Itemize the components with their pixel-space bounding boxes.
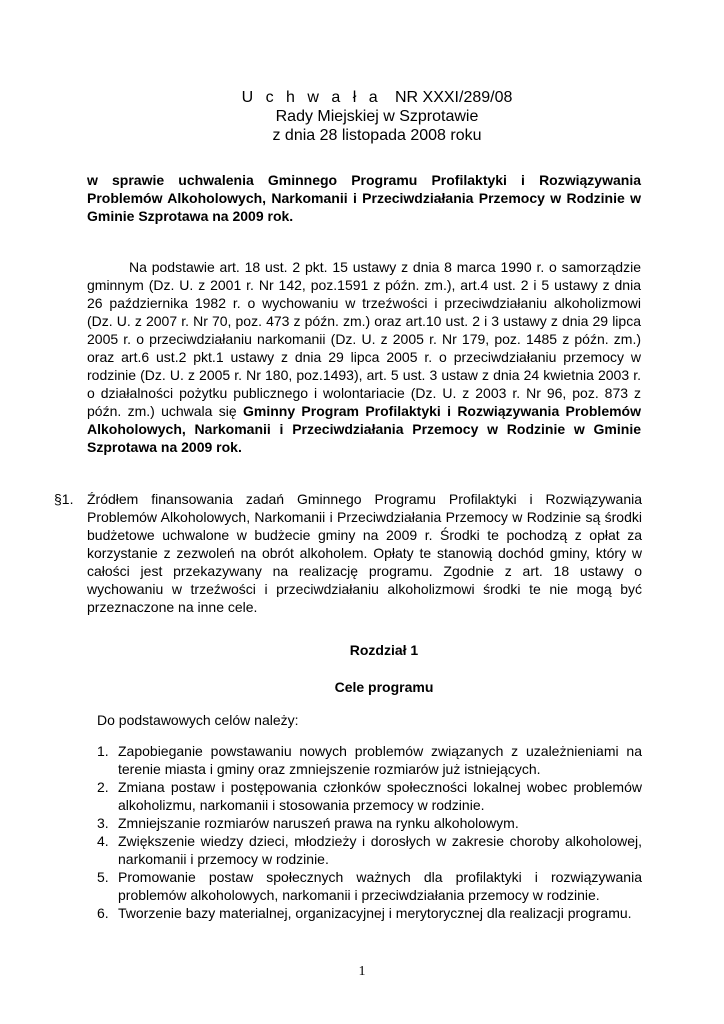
council-name: Rady Miejskiej w Szprotawie [275,108,479,125]
item-number: 5. [97,869,109,885]
legal-basis-paragraph [87,258,641,456]
resolution-date: z dnia 28 listopada 2008 roku [272,127,482,144]
list-item [97,814,642,832]
legal-basis-text: Na podstawie art. 18 ust. 2 pkt. 15 ustawy z dnia 8 marca 1990 r. o samorządzie gminnym (Dz. U. z 2001 r. Nr 142, poz.1591 z późn. zm.), art.4 ust. 2 i 5 ustawy z dnia 26 października 1982 r. o wychowaniu w trzeźwości i przeciwdziałaniu alkoholizmowi (Dz. U. z 2007 r. Nr 70, poz. 473 z późn. zm.) oraz art.10 ust. 2 i 3 ustawy z dnia 29 lipca 2005 r. o przeciwdziałaniu narkomanii (Dz. U. z 2005 r. Nr 179, poz. 1485 z późn. zm.) oraz art.6 ust.2 pkt.1 ustawy z dnia 29 lipca 2005 r. o przeciwdziałaniu przemocy w rodzinie (Dz. U. z 2005 r. Nr 180, poz.1493), art. 5 ust. 3 ustaw z dnia 24 kwietnia 2003 r. o działalności pożytku publicznego i wolontariacie (Dz. U. z 2003 r. Nr 96, poz. 873 z późn. zm.) uchwala się [87,259,641,419]
resolution-word: U c h w a ł a [241,89,382,106]
item-text: Promowanie postaw społecznych ważnych dla profilaktyki i rozwiązywania problemów alkoholowych, narkomanii i przeciwdziałania przemocy w rodzinie. [118,869,642,903]
item-number: 4. [97,833,109,849]
item-number: 3. [97,815,109,831]
list-item [97,778,642,814]
program-name: Gminny Program Profilaktyki i Rozwiązywania Problemów Alkoholowych, Narkomanii i Przeciwdziałania Przemocy w Rodzinie w Gminie Szprotawa na 2009 rok. [87,403,642,455]
chapter-title: Cele programu [334,679,434,695]
list-item [97,868,642,904]
resolution-title [0,88,724,107]
item-text: Zwiększenie wiedzy dzieci, młodzieży i dorosłych w zakresie choroby alkoholowej, narkomanii i przemocy w rodzinie. [118,833,642,867]
item-text: Zmniejszanie rozmiarów naruszeń prawa na rynku alkoholowym. [118,815,519,831]
section-text: Źródłem finansowania zadań Gminnego Programu Profilaktyki i Rozwiązywania Problemów Alkoholowych, Narkomanii i Przeciwdziałania Przemocy w Rodzinie są środki budżetowe uchwalone w budżecie gminy na 2009 r. Środki te pochodzą z opłat za korzystanie z zezwoleń na obrót alkoholem. Opłaty te stanowią dochód gminy, który w całości jest przekazywany na realizację programu. Zgodnie z art. 18 ustawy o wychowaniu w trzeźwości i przeciwdziałaniu alkoholizmowi środki te nie mogą być przeznaczone na inne cele. [87,491,642,615]
list-item [97,832,642,868]
goals-intro: Do podstawowych celów należy: [97,712,299,728]
resolution-subject: w sprawie uchwalenia Gminnego Programu Profilaktyki i Rozwiązywania Problemów Alkoholowych, Narkomanii i Przeciwdziałania Przemocy w Rodzinie w Gminie Szprotawa na 2009 rok. [87,172,641,224]
chapter-number: Rozdział 1 [349,642,419,658]
page-number: 1 [358,964,366,979]
item-number: 2. [97,779,109,795]
item-number: 6. [97,905,109,921]
section-1 [54,490,642,616]
resolution-number: NR XXXI/289/08 [394,89,513,106]
list-item [97,742,642,778]
item-text: Zmiana postaw i postępowania członków społeczności lokalnej wobec problemów alkoholizmu, narkomanii i stosowania przemocy w rodzinie. [118,779,642,813]
item-text: Zapobieganie powstawaniu nowych problemów związanych z uzależnieniami na terenie miasta i gminy oraz zmniejszenie rozmiarów już istniejących. [118,743,642,777]
list-item [97,904,642,922]
goals-list [97,742,642,922]
item-number: 1. [97,743,109,759]
section-number: §1. [54,491,74,507]
item-text: Tworzenie bazy materialnej, organizacyjnej i merytorycznej dla realizacji programu. [118,905,632,921]
